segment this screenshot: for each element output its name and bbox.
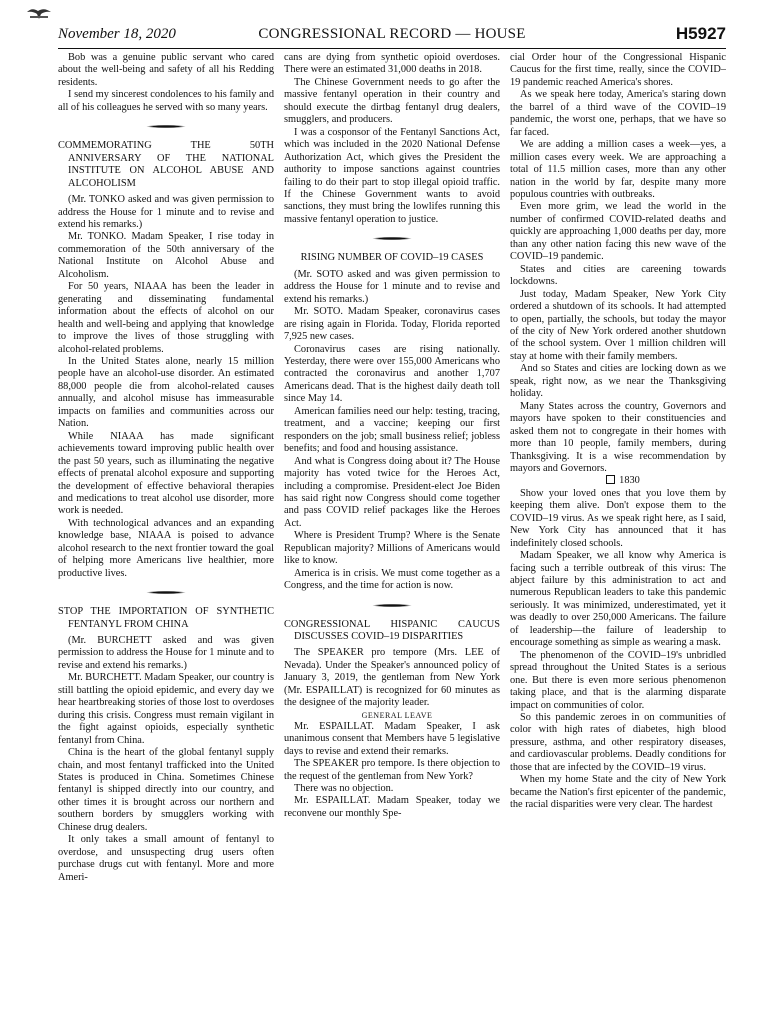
paragraph: For 50 years, NIAAA has been the leader in generating and disseminating fundamental information about the effects of alcohol on our health and well-being and applying that knowledge to improve the lives of those struggling with alcohol-related problems. — [58, 281, 274, 355]
paragraph: Show your loved ones that you love them by keeping them alive. Don't expose them to the COVID–19 virus. As we speak right here, as I said, New York City has announced that it has indefinitely closed schools. — [510, 487, 726, 549]
paragraph: I was a cosponsor of the Fentanyl Sanctions Act, which was included in the 2020 National Defense Authorization Act, which gives the President the authority to impose sanctions against countries failing to do their part to stop illegal opioid traffic. If the Chinese Government wants to avoid sanctions, they must bring the lowlifes running this massive fentanyl operation to justice. — [284, 126, 500, 225]
paragraph: Mr. ESPAILLAT. Madam Speaker, today we reconvene our monthly Spe- — [284, 795, 500, 819]
section-rule — [146, 591, 186, 594]
gpo-eagle-logo — [26, 6, 52, 20]
header-title: CONGRESSIONAL RECORD — HOUSE — [258, 26, 526, 42]
header-date: November 18, 2020 — [58, 26, 176, 42]
paragraph: Where is President Trump? Where is the Senate Republican majority? Millions of Americans would like to know. — [284, 530, 500, 567]
paragraph: The SPEAKER pro tempore. Is there objection to the request of the gentleman from New York? — [284, 758, 500, 782]
section-heading-niaaa: COMMEMORATING THE 50TH ANNIVERSARY OF THE NATIONAL INSTITUTE ON ALCOHOL ABUSE AND ALCOHOLISM — [58, 140, 274, 189]
paragraph: When my home State and the city of New York became the Nation's first epicenter of the pandemic, the racial disparities were very clear. The hardest — [510, 774, 726, 811]
paragraph: Even more grim, we lead the world in the number of confirmed COVID-related deaths and quickly are approaching 1,000 deaths per day, more than any other nation facing this new wave of the COVID–19 pandemic. — [510, 201, 726, 263]
paragraph: We are adding a million cases a week—yes, a million cases every week. We are approaching a total of 11.5 million cases, more than any other nation in the world by far, despite many more populous countries with outbreaks. — [510, 139, 726, 200]
page-header — [58, 24, 726, 49]
paragraph: China is the heart of the global fentanyl supply chain, and most fentanyl trafficked into the United States is produced in China. Sometimes Chinese fentanyl is shipped directly into our country, and other times it is brought across our northern and southern borders by smugglers working with Chinese drug dealers. — [58, 747, 274, 833]
paragraph: cial Order hour of the Congressional Hispanic Caucus for the first time, really, since the COVID–19 pandemic reached America's shores. — [510, 52, 726, 88]
column-3 — [510, 52, 726, 1012]
paragraph: The phenomenon of the COVID–19's unbridled spread throughout the United States is a serious one. But there is even more serious phenomenon taking place, and that is the alarming disparate impact on communities of color. — [510, 649, 726, 711]
paragraph: With technological advances and an expanding knowledge base, NIAAA is poised to advance alcohol research to the next frontier toward the goal of helping more Americans live healthier, more productive lives. — [58, 517, 274, 579]
paragraph: Just today, Madam Speaker, New York City ordered a shutdown of its schools. It had attempted to open, partially, the schools, but today the mayor of the city of New York ordered another shutdown of the school system. Over 1 million children will stay at home with their family members. — [510, 288, 726, 362]
paragraph: There was no objection. — [294, 783, 394, 795]
section-rule — [372, 237, 412, 240]
paragraph: And so States and cities are locking down as we speak, right now, as we near the Thanksgiving holiday. — [510, 363, 726, 400]
column-2 — [284, 52, 500, 1012]
paragraph: Many States across the country, Governors and mayors have spoken to their constituencies and asked them not to congregate in their homes with more than 10 people, family members, during Thanksgiving. It is a wise recommendation by mayors and Governors. — [510, 400, 726, 474]
paragraph: States and cities are careening towards lockdowns. — [510, 263, 726, 288]
time-marker-label: 1830 — [619, 475, 640, 487]
column-1 — [58, 52, 274, 1012]
paragraph: Bob was a genuine public servant who cared about the well-being and safety of all his Redding residents. — [58, 52, 274, 88]
paragraph: American families need our help: testing, tracing, treatment, and a vaccine; keeping our first responders on the job; small business relief; jobless benefits; and food and housing assistance. — [284, 405, 500, 455]
section-rule — [146, 125, 186, 128]
paragraph: America is in crisis. We must come together as a Congress, and the time for action is now. — [284, 567, 500, 592]
section-heading-fentanyl: STOP THE IMPORTATION OF SYNTHETIC FENTANYL FROM CHINA — [58, 606, 274, 630]
paragraph: Mr. ESPAILLAT. Madam Speaker, I ask unanimous consent that Members have 5 legislative days to revise and extend their remarks. — [284, 720, 500, 757]
paragraph: Madam Speaker, we all know why America is facing such a terrible outbreak of this virus: The abject failure by this administration to act and numerous Republican leaders to take this pandemic seriously. It was minimized, underestimated, yet it was deadly to over 250,000 Americans. The failure of leadership—the failure of leadership to encourage something as simple as wearing a mask. — [510, 550, 726, 649]
paragraph: (Mr. SOTO asked and was given permission to address the House for 1 minute and to revise and extend his remarks.) — [284, 268, 500, 305]
paragraph: The SPEAKER pro tempore (Mrs. LEE of Nevada). Under the Speaker's announced policy of January 3, 2019, the gentleman from New York (Mr. ESPAILLAT) is recognized for 60 minutes as the designee of the majority leader. — [284, 647, 500, 709]
paragraph: Mr. TONKO. Madam Speaker, I rise today in commemoration of the 50th anniversary of the National Institute on Alcohol Abuse and Alcoholism. — [58, 231, 274, 280]
paragraph: cans are dying from synthetic opioid overdoses. There were an estimated 31,000 deaths in 2018. — [284, 52, 500, 76]
paragraph: It only takes a small amount of fentanyl to overdose, and unsuspecting drug users often purchase drugs cut with fentanyl. More and more Ameri- — [58, 834, 274, 883]
paragraph: Mr. SOTO. Madam Speaker, coronavirus cases are rising again in Florida. Today, Florida reported 7,925 new cases. — [284, 306, 500, 343]
paragraph: I send my sincerest condolences to his family and all of his colleagues he served with so many years. — [58, 89, 274, 113]
time-box-icon — [606, 475, 615, 484]
text-columns — [58, 52, 726, 1012]
paragraph: Mr. BURCHETT. Madam Speaker, our country is still battling the opioid epidemic, and every day we hear heartbreaking stories of those lost to overdoses during this crisis. Congress must remain vigilant in the fight against opioids, especially synthetic fentanyl from China. — [58, 672, 274, 746]
paragraph: In the United States alone, nearly 15 million people have an alcohol-use disorder. An estimated 88,000 people die from alcohol-related causes annually, and alcohol misuse has immeasurable impacts on families and communities across our Nation. — [58, 355, 274, 430]
paragraph: The Chinese Government needs to go after the massive fentanyl operation in their country and should execute the dirtbag fentanyl drug dealers, smugglers, and producers. — [284, 76, 500, 126]
section-heading-hispanic-caucus: CONGRESSIONAL HISPANIC CAUCUS DISCUSSES COVID–19 DISPARITIES — [284, 618, 500, 643]
paragraph: So this pandemic zeroes in on communities of color with high rates of diabetes, high blood pressure, asthma, and other respiratory diseases, and cardiovascular problems. Deadly conditions for those that are infected by the COVID–19 virus. — [510, 712, 726, 773]
paragraph: (Mr. BURCHETT asked and was given permission to address the House for 1 minute and to revise and extend his remarks.) — [58, 635, 274, 671]
section-heading-covid: RISING NUMBER OF COVID–19 CASES — [300, 252, 484, 264]
paragraph: While NIAAA has made significant achievements toward improving public health over the past 50 years, such as illuminating the negative effects of prenatal alcohol exposure and supporting the development of effective behavioral therapies and medications to treat alcohol use disorder, more work is needed. — [58, 430, 274, 517]
time-marker — [510, 475, 726, 487]
general-leave-subheading: GENERAL LEAVE — [361, 710, 433, 720]
paragraph: And what is Congress doing about it? The House majority has voted twice for the Heroes Act, including a compromise. President-elect Joe Biden has said right now Congress should come together and pass COVID relief packages like the Heroes Act. — [284, 455, 500, 529]
header-page-number: H5927 — [675, 24, 726, 43]
paragraph: As we speak here today, America's staring down the barrel of a third wave of the COVID–19 pandemic, the worst one, perhaps, that we have so far faced. — [510, 89, 726, 138]
paragraph: Coronavirus cases are rising nationally. Yesterday, there were over 155,000 Americans who contracted the coronavirus and another 1,707 Americans dead. That is the highest daily death toll since May 14. — [284, 343, 500, 405]
section-rule — [372, 604, 412, 607]
paragraph: (Mr. TONKO asked and was given permission to address the House for 1 minute and to revise and extend his remarks.) — [58, 194, 274, 230]
